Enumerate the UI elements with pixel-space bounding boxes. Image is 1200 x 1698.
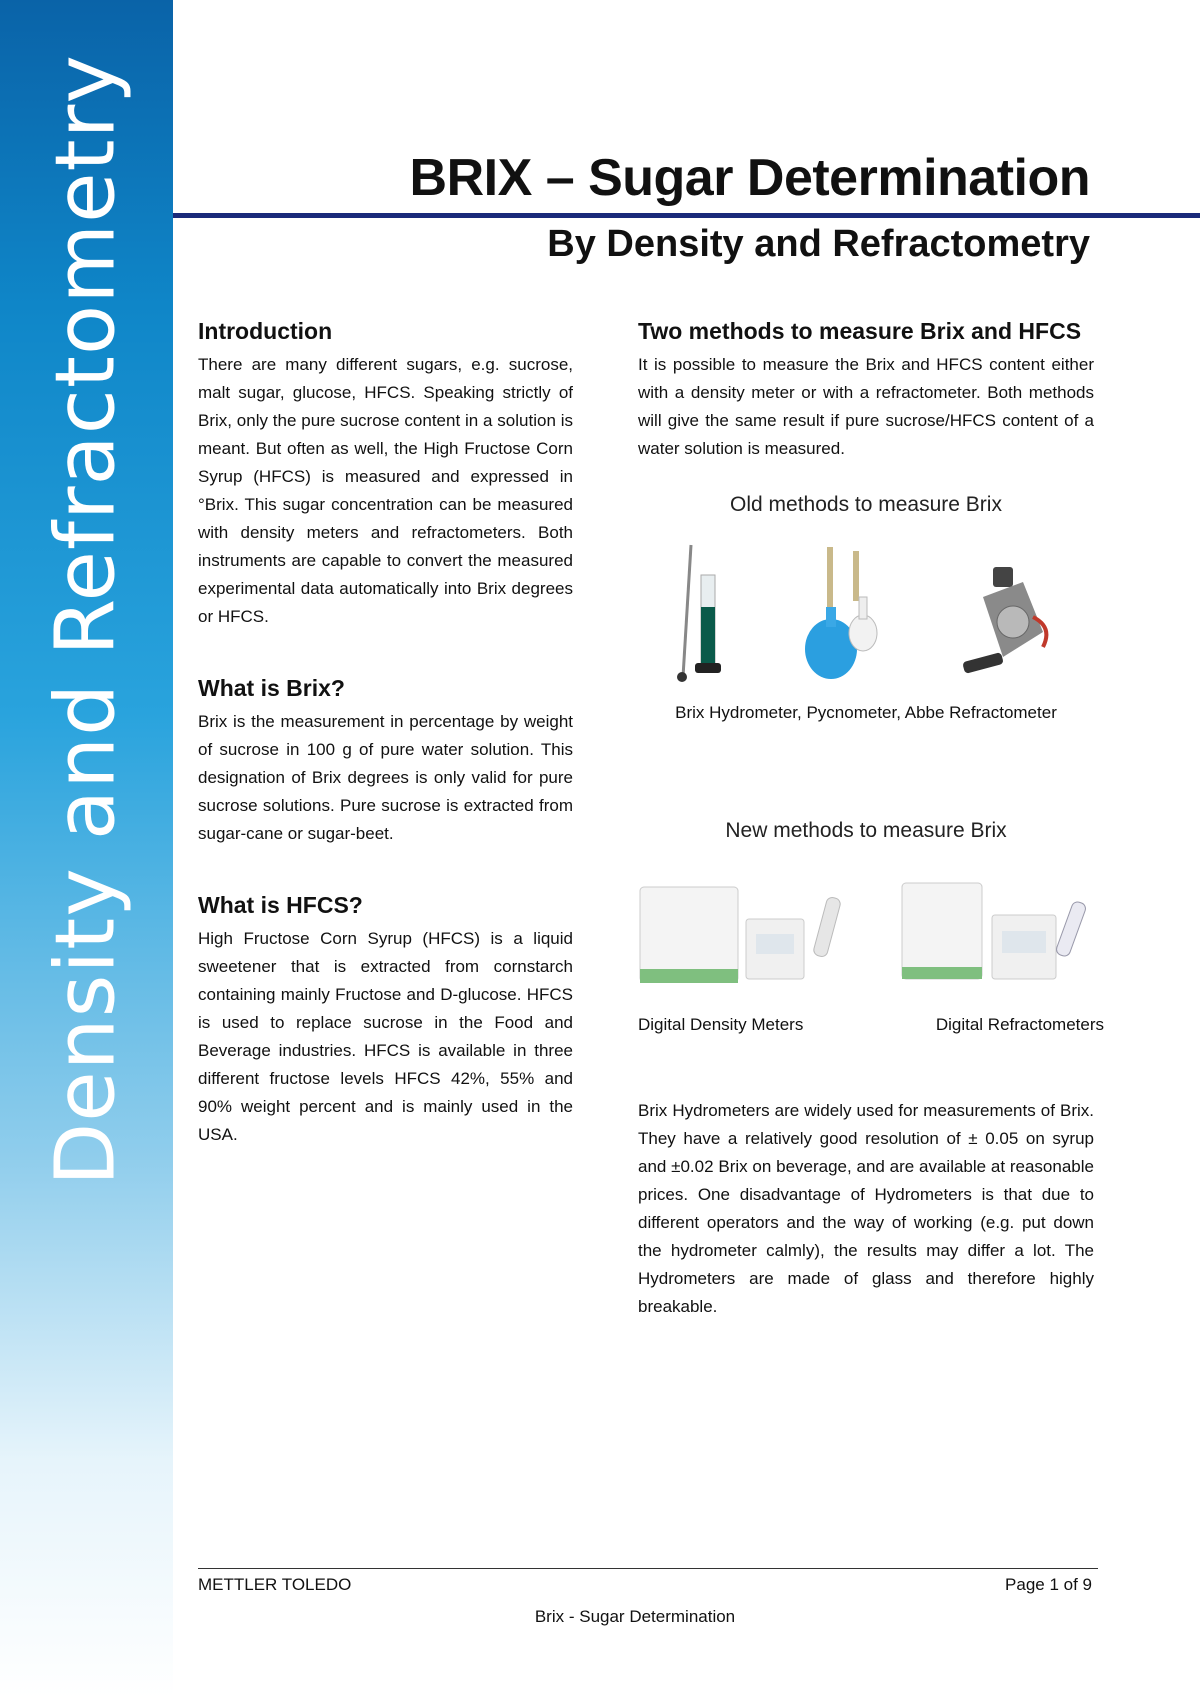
- refractometers-caption: Digital Refractometers: [935, 1015, 1104, 1034]
- right-column: [638, 318, 1104, 1321]
- footer-company: METTLER TOLEDO: [198, 1575, 352, 1594]
- old-methods-caption: Brix Hydrometer, Pycnometer, Abbe Refractometer: [675, 703, 1057, 722]
- sidebar-title: Density and Refractometry: [38, 54, 134, 1186]
- pycnometer-image: [801, 537, 891, 687]
- section-body-what-is-hfcs: High Fructose Corn Syrup (HFCS) is a liquid sweetener that is extracted from cornstarch containing mainly Fructose and D-glucose. HFCS is used to replace sucrose in the Food and Beverage industries. HFCS is available in three different fructose levels HFCS 42%, 55% and 90% weight percent and is mainly used in the USA.: [198, 929, 573, 1144]
- page-subtitle: By Density and Refractometry: [547, 223, 1090, 265]
- new-methods-title: New methods to measure Brix: [725, 819, 1007, 842]
- footer-page-number: Page 1 of 9: [1005, 1575, 1092, 1594]
- section-body-two-methods: It is possible to measure the Brix and HFCS content either with a density meter or with a refractometer. Both methods will give the same result if pure sucrose/HFCS content of a water solution is measured.: [638, 355, 1094, 458]
- abbe-refractometer-image: [953, 537, 1063, 687]
- section-body-introduction: There are many different sugars, e.g. sucrose, malt sugar, glucose, HFCS. Speaking strictly of Brix, only the pure sucrose content in a solution is meant. But often as well, the High Fructose Corn Syrup (HFCS) is measured and expressed in °Brix. This sugar concentration can be measured with density meters and refractometers. Both instruments are capable to convert the measured experimental data automatically into Brix degrees or HFCS.: [198, 355, 573, 626]
- footer-divider: [198, 1568, 1098, 1569]
- hydrometer-description: Brix Hydrometers are widely used for measurements of Brix. They have a relatively good resolution of ± 0.05 on syrup and ±0.02 Brix on beverage, and are available at reasonable prices. One disadvantage of Hydrometers is that due to different operators and the way of working (e.g. put down the hydrometer calmly), the results may differ a lot. The Hydrometers are made of glass and therefore highly breakable.: [638, 1101, 1094, 1316]
- new-methods-images: [638, 879, 1094, 989]
- density-meters-caption: Digital Density Meters: [638, 1015, 804, 1034]
- section-heading-two-methods: Two methods to measure Brix and HFCS: [638, 318, 1082, 344]
- section-heading-what-is-brix: What is Brix?: [198, 675, 345, 701]
- old-methods-title: Old methods to measure Brix: [730, 493, 1002, 516]
- section-heading-introduction: Introduction: [198, 318, 333, 344]
- title-divider: [173, 213, 1200, 218]
- page-title: BRIX – Sugar Determination: [409, 149, 1090, 207]
- section-heading-what-is-hfcs: What is HFCS?: [198, 892, 363, 918]
- hydrometer-image: [669, 537, 739, 687]
- old-methods-images: [638, 537, 1094, 687]
- left-column: [198, 318, 573, 1149]
- new-methods-captions: [638, 1015, 1104, 1035]
- density-meters-image: [638, 879, 848, 989]
- section-body-what-is-brix: Brix is the measurement in percentage by weight of sucrose in 100 g of pure water solution. This designation of Brix degrees is only valid for pure sucrose solutions. Pure sucrose is extracted from sugar-cane or sugar-beet.: [198, 712, 573, 843]
- refractometers-image: [894, 879, 1094, 989]
- footer-document-title: Brix - Sugar Determination: [534, 1607, 736, 1626]
- sidebar-banner: [0, 0, 173, 1698]
